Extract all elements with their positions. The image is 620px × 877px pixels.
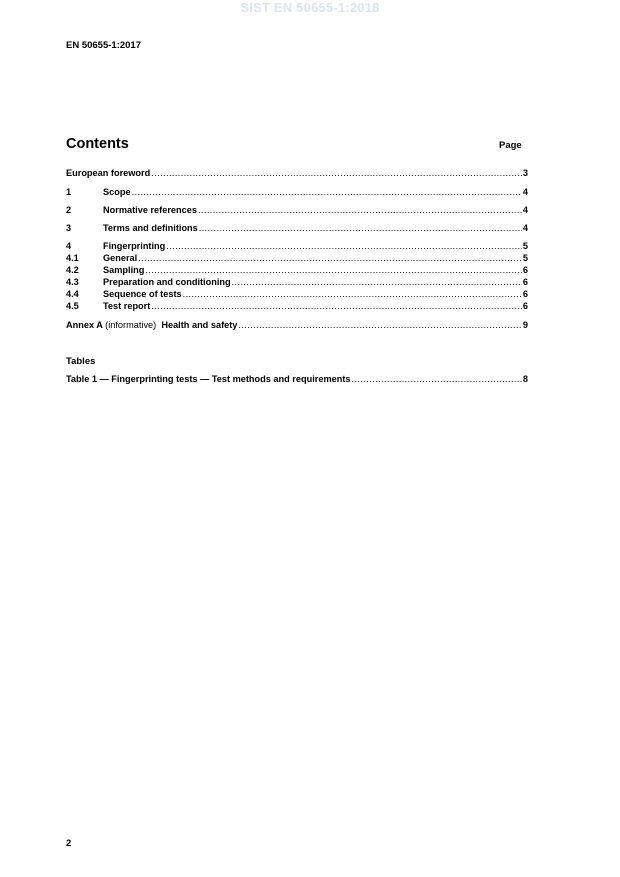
toc-entry-table-1[interactable] bbox=[66, 374, 528, 385]
annex-title: Health and safety bbox=[161, 320, 238, 330]
toc-entry-number: 2 bbox=[66, 205, 72, 215]
toc-entry-page: 4 bbox=[522, 205, 528, 215]
toc-entry-number: 4 bbox=[66, 241, 72, 251]
toc-entry-label bbox=[66, 320, 237, 331]
toc-entry-label: Fingerprinting bbox=[103, 241, 166, 251]
dot-leader bbox=[145, 265, 522, 276]
toc-entry-sequence-of-tests[interactable] bbox=[66, 289, 528, 300]
watermark: SIST EN 50655-1:2018 bbox=[240, 0, 380, 15]
toc-entry-page: 3 bbox=[522, 168, 528, 178]
tables-heading: Tables bbox=[66, 356, 96, 367]
page-column-heading: Page bbox=[499, 140, 522, 151]
toc-entry-fingerprinting[interactable] bbox=[66, 241, 528, 252]
dot-leader bbox=[151, 301, 522, 312]
toc-entry-page: 4 bbox=[522, 187, 528, 197]
toc-entry-general[interactable] bbox=[66, 253, 528, 264]
dot-leader bbox=[166, 241, 522, 252]
toc-entry-number: 4.4 bbox=[66, 289, 79, 299]
dot-leader bbox=[352, 374, 522, 385]
toc-entry-number: 1 bbox=[66, 187, 72, 197]
toc-entry-page: 8 bbox=[522, 374, 528, 384]
toc-entry-foreword[interactable] bbox=[66, 168, 528, 179]
toc-entry-page: 4 bbox=[522, 223, 528, 233]
toc-entry-label: Normative references bbox=[103, 205, 197, 215]
toc-entry-scope[interactable] bbox=[66, 187, 528, 198]
toc-entry-page: 6 bbox=[522, 301, 528, 311]
toc-entry-label: Test report bbox=[103, 301, 151, 311]
footer-page-number: 2 bbox=[66, 838, 72, 849]
toc-entry-page: 5 bbox=[522, 253, 528, 263]
toc-entry-page: 6 bbox=[522, 289, 528, 299]
toc-entry-label: Table 1 — Fingerprinting tests — Test methods and requirements bbox=[66, 374, 351, 384]
toc-entry-preparation-conditioning[interactable] bbox=[66, 277, 528, 288]
toc-entry-page: 6 bbox=[522, 277, 528, 287]
contents-heading: Contents bbox=[66, 136, 129, 152]
dot-leader bbox=[151, 168, 522, 179]
toc-entry-normative-references[interactable] bbox=[66, 205, 528, 216]
toc-entry-number: 4.1 bbox=[66, 253, 79, 263]
toc-entry-number: 4.3 bbox=[66, 277, 79, 287]
dot-leader bbox=[183, 289, 522, 300]
toc-entry-page: 9 bbox=[522, 320, 528, 330]
toc-entry-sampling[interactable] bbox=[66, 265, 528, 276]
annex-prefix: Annex A bbox=[66, 320, 103, 330]
toc-entry-label: Preparation and conditioning bbox=[103, 277, 231, 287]
dot-leader bbox=[232, 277, 522, 288]
dot-leader bbox=[238, 320, 521, 331]
toc-entry-label: European foreword bbox=[66, 168, 151, 178]
toc-entry-annex-a[interactable] bbox=[66, 320, 528, 331]
toc-entry-terms-definitions[interactable] bbox=[66, 223, 528, 234]
dot-leader bbox=[198, 205, 522, 216]
dot-leader bbox=[199, 223, 522, 234]
toc-entry-number: 4.5 bbox=[66, 301, 79, 311]
document-id: EN 50655-1:2017 bbox=[66, 40, 141, 51]
toc-entry-test-report[interactable] bbox=[66, 301, 528, 312]
toc-entry-page: 5 bbox=[522, 241, 528, 251]
annex-note: (informative) bbox=[105, 320, 157, 330]
toc-entry-number: 3 bbox=[66, 223, 72, 233]
toc-entry-label: General bbox=[103, 253, 138, 263]
toc-entry-label: Sequence of tests bbox=[103, 289, 182, 299]
dot-leader bbox=[132, 187, 522, 198]
dot-leader bbox=[138, 253, 522, 264]
toc-entry-number: 4.2 bbox=[66, 265, 79, 275]
toc-entry-label: Terms and definitions bbox=[103, 223, 198, 233]
toc-entry-label: Scope bbox=[103, 187, 131, 197]
toc-entry-page: 6 bbox=[522, 265, 528, 275]
toc-entry-label: Sampling bbox=[103, 265, 145, 275]
